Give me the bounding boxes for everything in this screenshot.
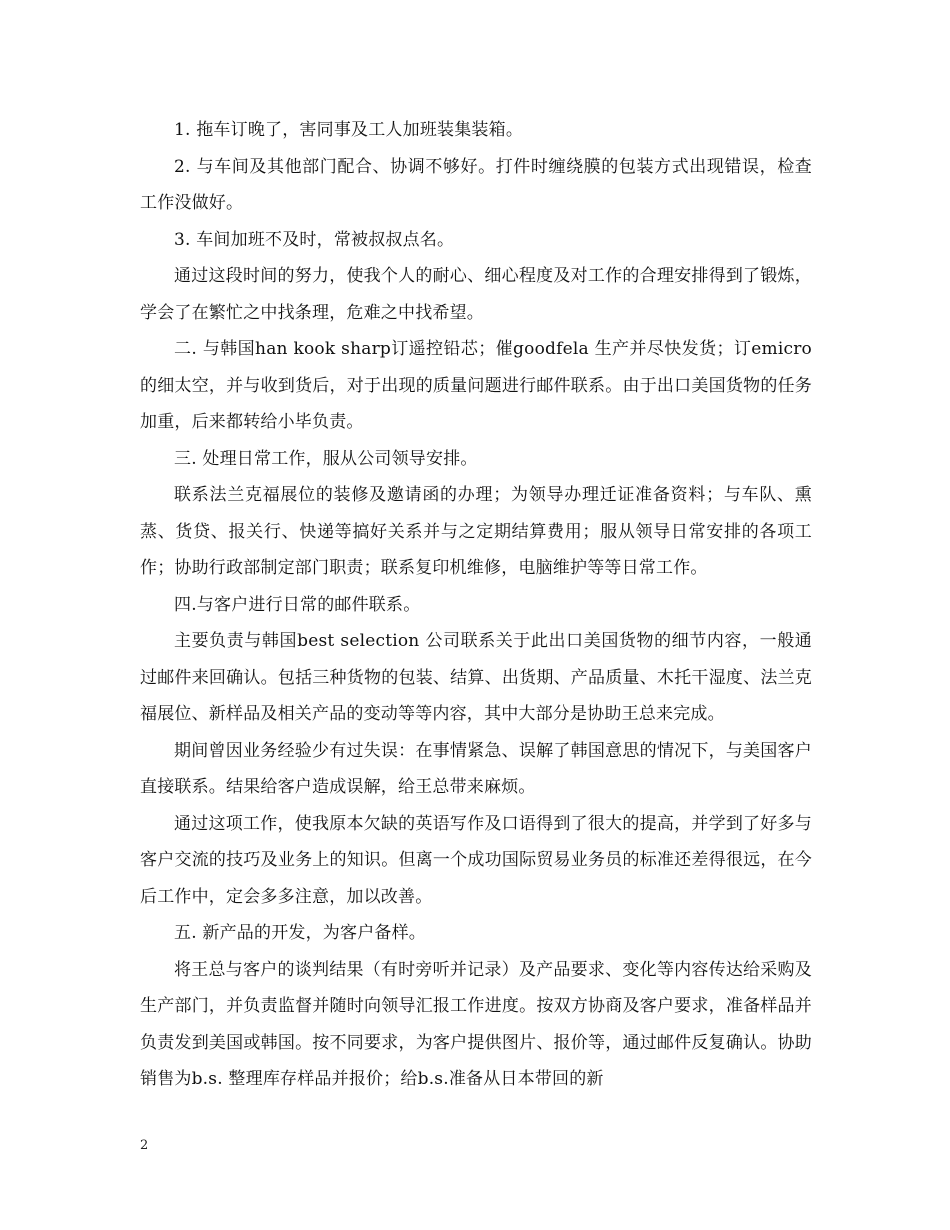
section-4-heading: 四.与客户进行日常的邮件联系。 [174,594,421,615]
section-4-body: 主要负责与韩国best selection 公司联系关于此出口美国货物的细节内容，一般通过邮件来回确认。包括三种货物的包装、结算、出货期、产品质量、木托干湿度、法兰克福展位、新样品及相关产品的变动等等内容，其中大部分是协助王总来完成。 [140,631,812,724]
paragraph-item-3: 3. 车间加班不及时，常被叔叔点名。 [174,229,455,250]
document-body [140,112,812,1098]
page-number: 2 [140,1138,149,1153]
section-4-summary: 通过这项工作，使我原本欠缺的英语写作及口语得到了很大的提高，并学到了好多与客户交流的技巧及业务上的知识。但离一个成功国际贸易业务员的标准还差得很远，在今后工作中，定会多多注意，加以改善。 [140,813,812,907]
section-3-body: 联系法兰克福展位的装修及邀请函的办理；为领导办理迁证准备资料；与车队、熏蒸、货贷、报关行、快递等搞好关系并与之定期结算费用；服从领导日常安排的各项工作；协助行政部制定部门职责；联系复印机维修，电脑维护等等日常工作。 [140,485,812,578]
paragraph-item-1: 1. 拖车订晚了，害同事及工人加班装集装箱。 [174,120,524,140]
paragraph-summary-1: 通过这段时间的努力，使我个人的耐心、细心程度及对工作的合理安排得到了锻炼，学会了在繁忙之中找条理，危难之中找希望。 [140,266,812,323]
section-5-body: 将王总与客户的谈判结果（有时旁听并记录）及产品要求、变化等内容传达给采购及生产部门，并负责监督并随时向领导汇报工作进度。按双方协商及客户要求，准备样品并负责发到美国或韩国。按不同要求，为客户提供图片、报价等，通过邮件反复确认。协助销售为b.s. 整理库存样品并报价；给b.s.准备从日本带回的新 [140,959,812,1089]
paragraph-item-2: 2. 与车间及其他部门配合、协调不够好。打件时缠绕膜的包装方式出现错误，检查工作没做好。 [140,156,812,213]
section-2-paragraph: 二. 与韩国han kook sharp订遥控铅芯；催goodfela 生产并尽快发货；订emicro的细太空，并与收到货后，对于出现的质量问题进行邮件联系。由于出口美国货物的任务加重，后来都转给小毕负责。 [140,339,812,432]
section-3-heading: 三. 处理日常工作，服从公司领导安排。 [174,448,478,469]
section-4-mistake: 期间曾因业务经验少有过失误：在事情紧急、误解了韩国意思的情况下，与美国客户直接联系。结果给客户造成误解，给王总带来麻烦。 [140,740,812,797]
section-5-heading: 五. 新产品的开发，为客户备样。 [174,923,427,943]
